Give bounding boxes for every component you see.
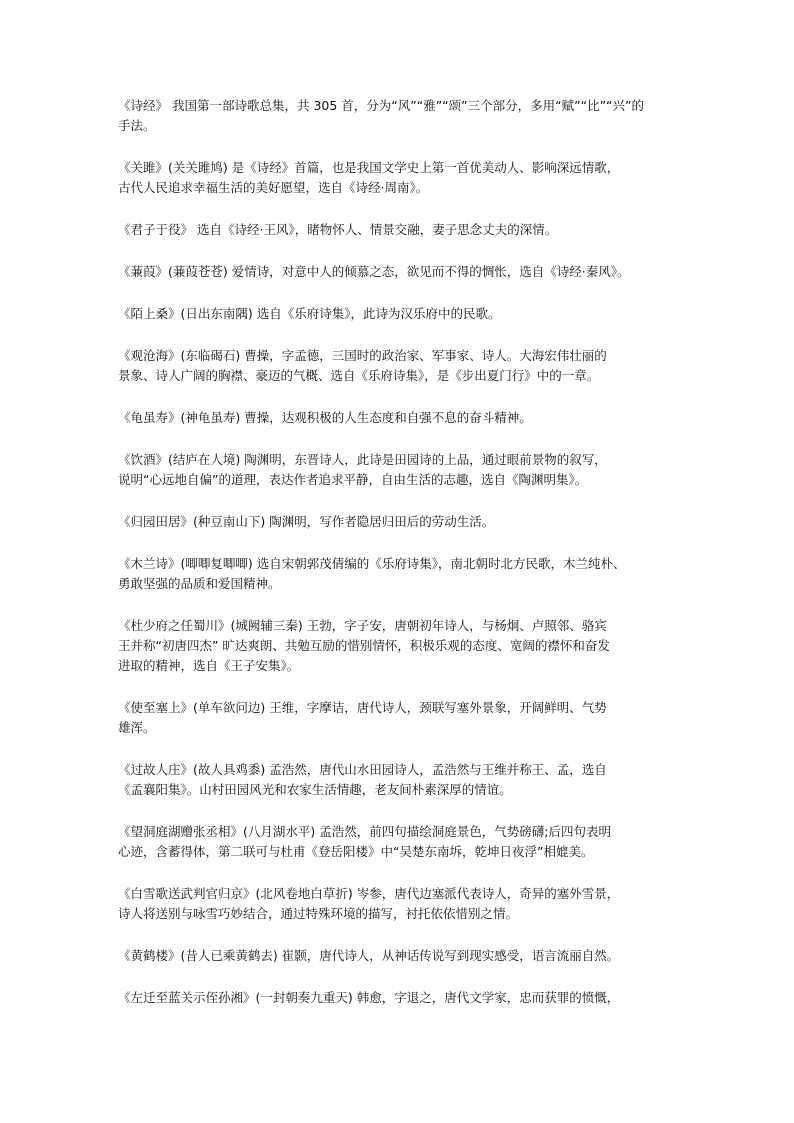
entry-baixuege — [118, 884, 684, 924]
entry-line: 《君子于役》 选自《诗经·王风》，睹物怀人、情景交融，妻子思念丈夫的深情。 — [118, 222, 558, 237]
entry-line: 雄浑。 — [118, 720, 156, 735]
entry-line: 《望洞庭湖赠张丞相》(八月湖水平) 孟浩然，前四句描绘洞庭景色，气势磅礴;后四句表明 — [118, 824, 611, 839]
entry-mulanshi — [118, 554, 684, 594]
entry-line: 《左迁至蓝关示侄孙湘》(一封朝奏九重天) 韩愈，字退之，唐代文学家，忠而获罪的愤慨， — [118, 990, 620, 1005]
entry-line: 心迹，含蓄得体，第二联可与杜甫《登岳阳楼》中“吴楚东南坼，乾坤日夜浮”相媲美。 — [118, 844, 594, 859]
entry-line: 说明“心远地自偏”的道理，表达作者追求平静，自由生活的志趣，选自《陶渊明集》。 — [118, 472, 588, 487]
entry-wangdongtinghu — [118, 822, 684, 862]
entry-shizhisaishang — [118, 698, 684, 738]
entry-shijing — [118, 96, 684, 136]
entry-moshangsang — [118, 304, 684, 324]
entry-line: 古代人民追求幸福生活的美好愿望，选自《诗经·周南》。 — [118, 180, 429, 195]
entry-line: 勇敢坚强的品质和爱国精神。 — [118, 576, 281, 591]
entry-dushaofu — [118, 616, 684, 676]
entry-line: 《观沧海》(东临碣石) 曹操，字孟德，三国时的政治家、军事家、诗人。大海宏伟壮丽的 — [118, 348, 607, 363]
entry-yinjiu — [118, 450, 684, 490]
entry-line: 《黄鹤楼》(昔人已乘黄鹤去) 崔颢，唐代诗人，从神话传说写到现实感受，语言流丽自然。 — [118, 948, 620, 963]
entry-line: 景象、诗人广阔的胸襟、豪迈的气概、选自《乐府诗集》，是《步出夏门行》中的一章。 — [118, 368, 600, 383]
entry-line: 《杜少府之任蜀川》(城阙辅三秦) 王勃，字子安，唐朝初年诗人，与杨炯、卢照邻、骆宾 — [118, 618, 607, 633]
entry-line: 《龟虽寿》(神龟虽寿) 曹操，达观积极的人生态度和自强不息的奋斗精神。 — [118, 410, 532, 425]
entry-line: 《陌上桑》(日出东南隅) 选自《乐府诗集》，此诗为汉乐府中的民歌。 — [118, 306, 501, 321]
entry-line: 手法。 — [118, 118, 156, 133]
entry-line: 《白雪歌送武判官归京》(北风卷地白草折) 岑参，唐代边塞派代表诗人，奇异的塞外雪景， — [118, 886, 620, 901]
entry-line: 《蒹葭》(蒹葭苍苍) 爱情诗，对意中人的倾慕之态，欲见而不得的惆怅，选自《诗经·秦风》。 — [118, 264, 630, 279]
entry-line: 《木兰诗》(唧唧复唧唧) 选自宋朝郭茂倩编的《乐府诗集》，南北朝时北方民歌，木兰纯朴、 — [118, 556, 626, 571]
entry-guancanghai — [118, 346, 684, 386]
entry-line: 王并称“初唐四杰” 旷达爽朗、共勉互励的惜别情怀，积极乐观的态度、宽阔的襟怀和奋发 — [118, 638, 610, 653]
entry-line: 诗人将送别与咏雪巧妙结合，通过特殊环境的描写，衬托依依惜别之情。 — [118, 906, 519, 921]
entry-line: 《归园田居》(种豆南山下) 陶渊明，写作者隐居归田后的劳动生活。 — [118, 514, 495, 529]
entry-guanju — [118, 158, 684, 198]
entry-line: 《孟襄阳集》。山村田园风光和农家生活情趣，老友间朴素深厚的情谊。 — [118, 782, 512, 797]
poem-notes-list — [118, 96, 684, 1030]
entry-huanghelou — [118, 946, 684, 966]
entry-line: 《关雎》(关关雎鸠) 是《诗经》首篇，也是我国文学史上第一首优美动人、影响深远情歌， — [118, 160, 620, 175]
entry-jianjia — [118, 262, 684, 282]
entry-guiyuantianju — [118, 512, 684, 532]
entry-junziyuyi — [118, 220, 684, 240]
entry-line: 《过故人庄》(故人具鸡黍) 孟浩然，唐代山水田园诗人，孟浩然与王维并称王、孟，选自 — [118, 762, 607, 777]
entry-guoguren — [118, 760, 684, 800]
entry-line: 《诗经》 我国第一部诗歌总集，共 305 首，分为“风”“雅”“颂”三个部分，多用“赋”“比”“兴”的 — [118, 98, 644, 113]
entry-zuoqian — [118, 988, 684, 1008]
entry-line: 《使至塞上》(单车欲问边) 王维，字摩诘，唐代诗人，颈联写塞外景象，开阔鲜明、气势 — [118, 700, 607, 715]
entry-line: 进取的精神，选自《王子安集》。 — [118, 658, 300, 673]
entry-line: 《饮酒》(结庐在人境) 陶渊明，东晋诗人，此诗是田园诗的上品，通过眼前景物的叙写， — [118, 452, 607, 467]
entry-guisuishou — [118, 408, 684, 428]
